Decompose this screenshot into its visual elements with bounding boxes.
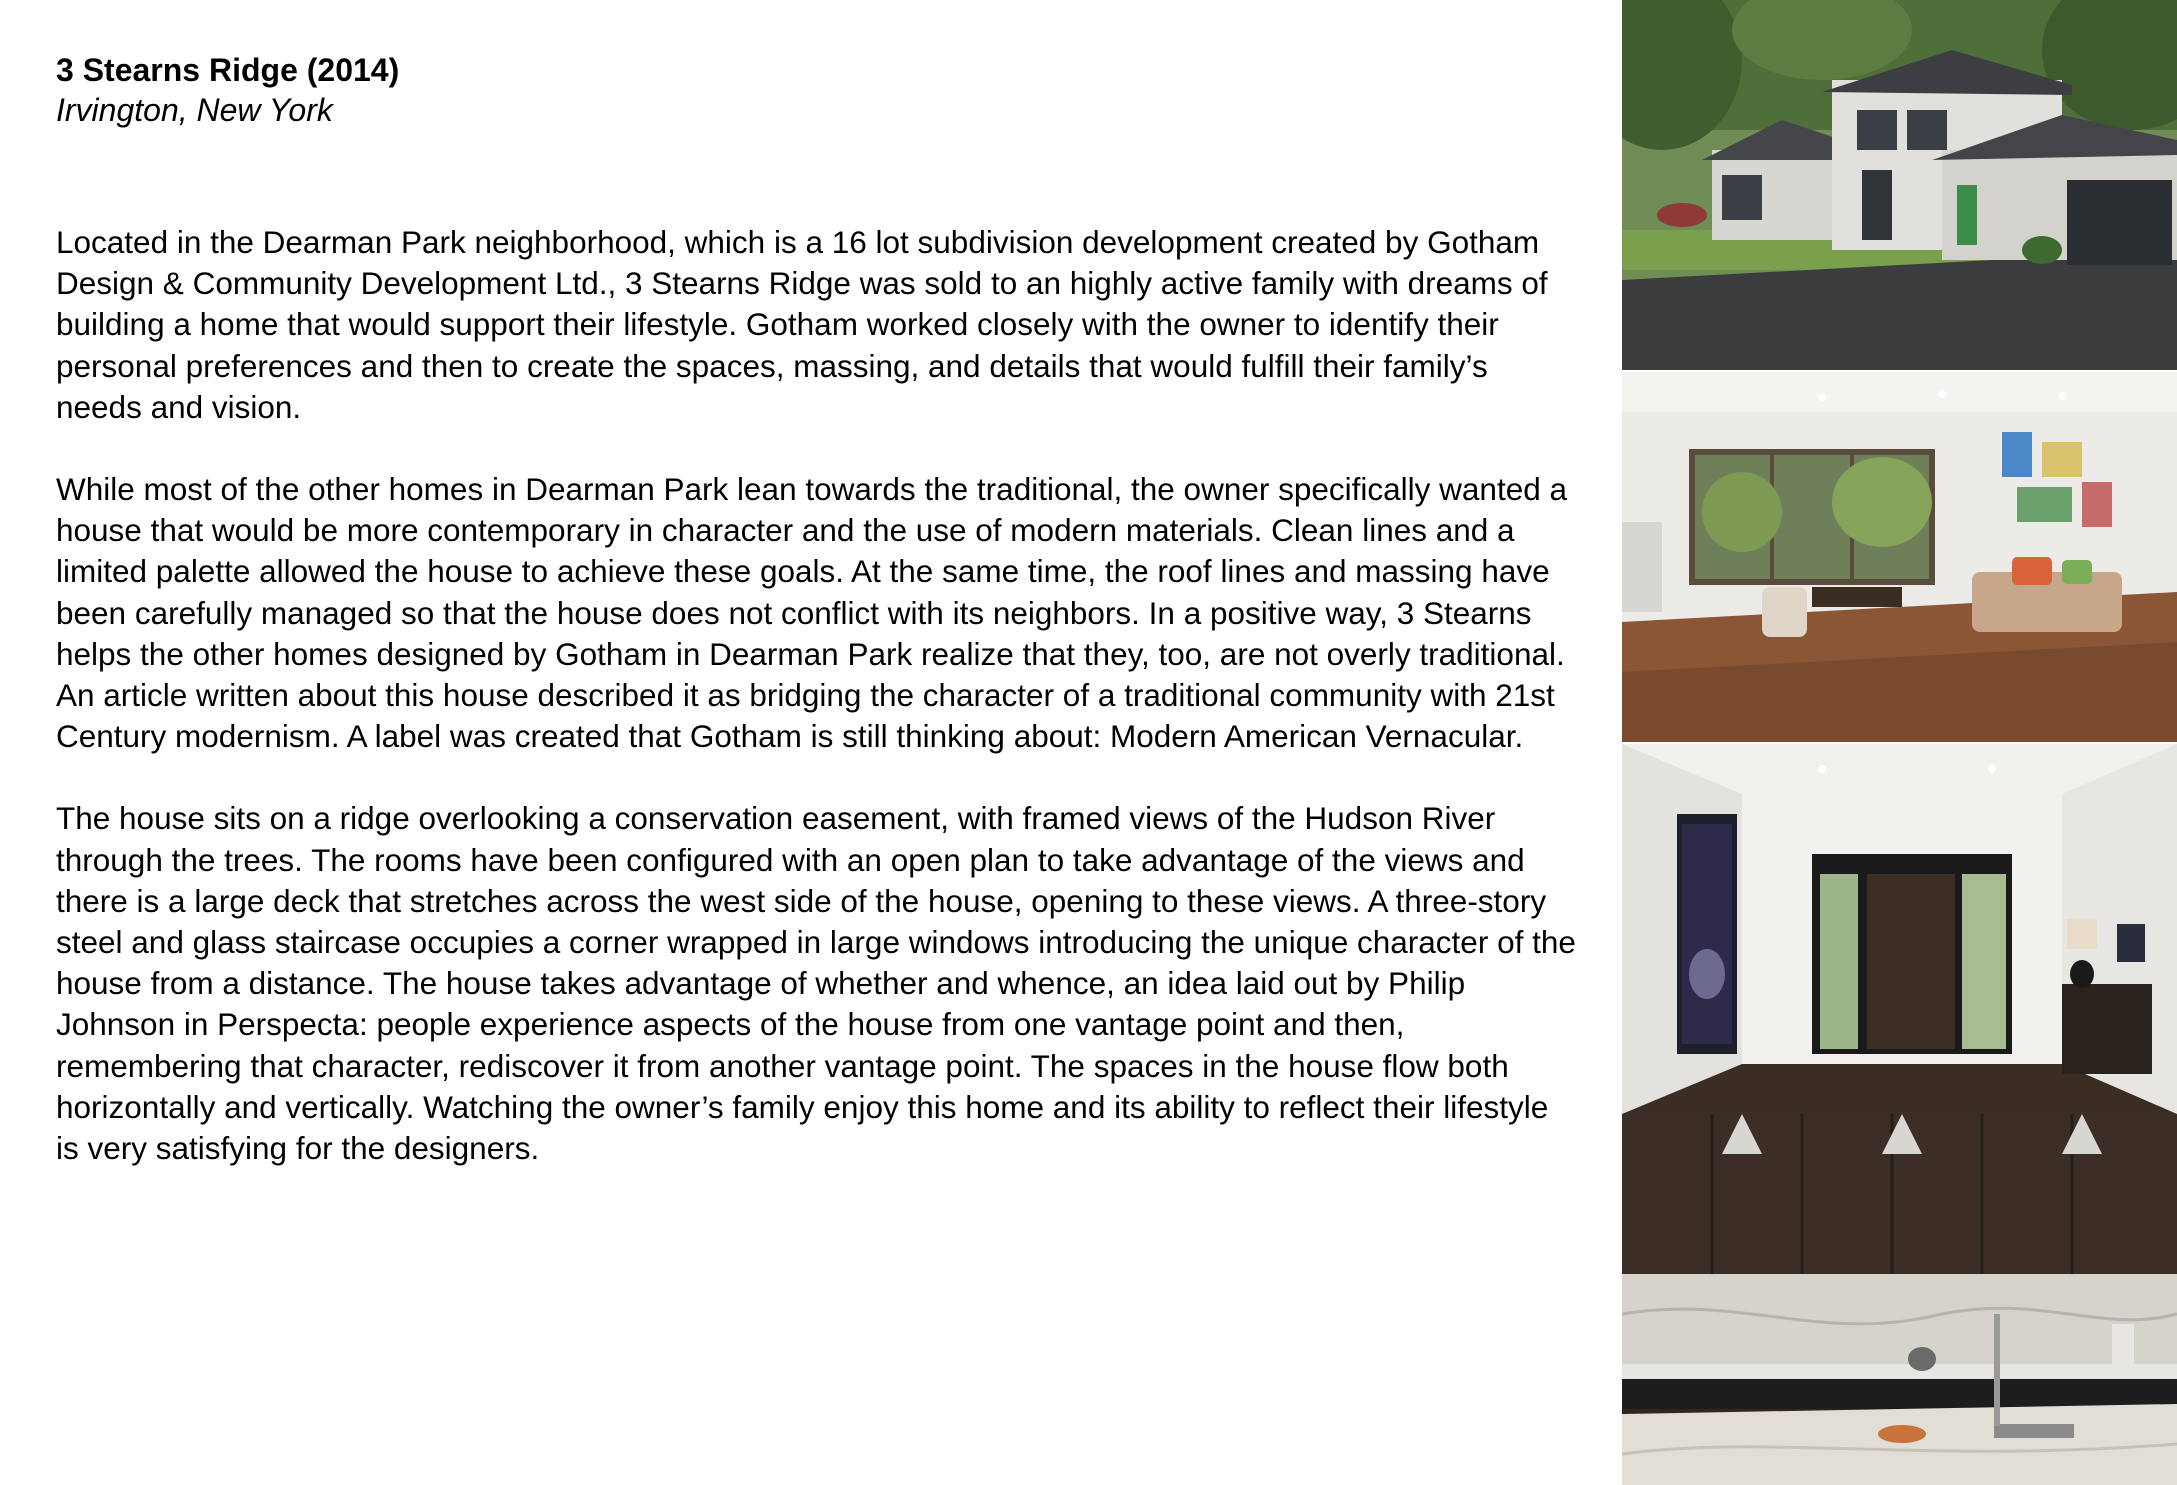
description-paragraph-1: Located in the Dearman Park neighborhood, which is a 16 lot subdivision development created by Gotham Design & Community Development Ltd., 3 Stearns Ridge was sold to an highly active family with dreams of building a home that would support their lifestyle. Gotham worked closely with the owner to identify their personal preferences and then to create the spaces, massing, and details that would fulfill their family’s needs and vision. [56, 224, 1548, 425]
text-column [56, 50, 1576, 1169]
project-location: Irvington, New York [56, 92, 333, 128]
project-title: 3 Stearns Ridge (2014) [56, 52, 400, 88]
description-paragraph-3: The house sits on a ridge overlooking a conservation easement, with framed views of the Hudson River through the trees. The rooms have been configured with an open plan to take advantage of the views and there is a large deck that stretches across the west side of the house, opening to these views. A three-story steel and glass staircase occupies a corner wrapped in large windows introducing the unique character of the house from a distance. The house takes advantage of whether and whence, an idea laid out by Philip Johnson in Perspecta: people experience aspects of the house from one vantage point and then, remembering that character, rediscover it from another vantage point. The spaces in the house flow both horizontally and vertically. Watching the owner’s family enjoy this home and its ability to reflect their lifestyle is very satisfying for the designers. [56, 800, 1576, 1167]
kitchen-photo [1622, 1114, 2177, 1485]
living-room-photo-image [1622, 372, 2177, 742]
photo-column [1622, 0, 2177, 1485]
kitchen-photo-image [1622, 1114, 2177, 1485]
description-paragraph-2: While most of the other homes in Dearman Park lean towards the traditional, the owner specifically wanted a house that would be more contemporary in character and the use of modern materials. Clean lines and a limited palette allowed the house to achieve these goals. At the same time, the roof lines and massing have been carefully managed so that the house does not conflict with its neighbors. In a positive way, 3 Stearns helps the other homes designed by Gotham in Dearman Park realize that they, too, are not overly traditional. An article written about this house described it as bridging the character of a traditional community with 21st Century modernism. A label was created that Gotham is still thinking about: Modern American Vernacular. [56, 471, 1568, 755]
entry-foyer-photo-image [1622, 744, 2177, 1114]
entry-foyer-photo [1622, 744, 2177, 1114]
living-room-photo [1622, 372, 2177, 742]
exterior-photo-image [1622, 0, 2177, 370]
exterior-photo [1622, 0, 2177, 370]
